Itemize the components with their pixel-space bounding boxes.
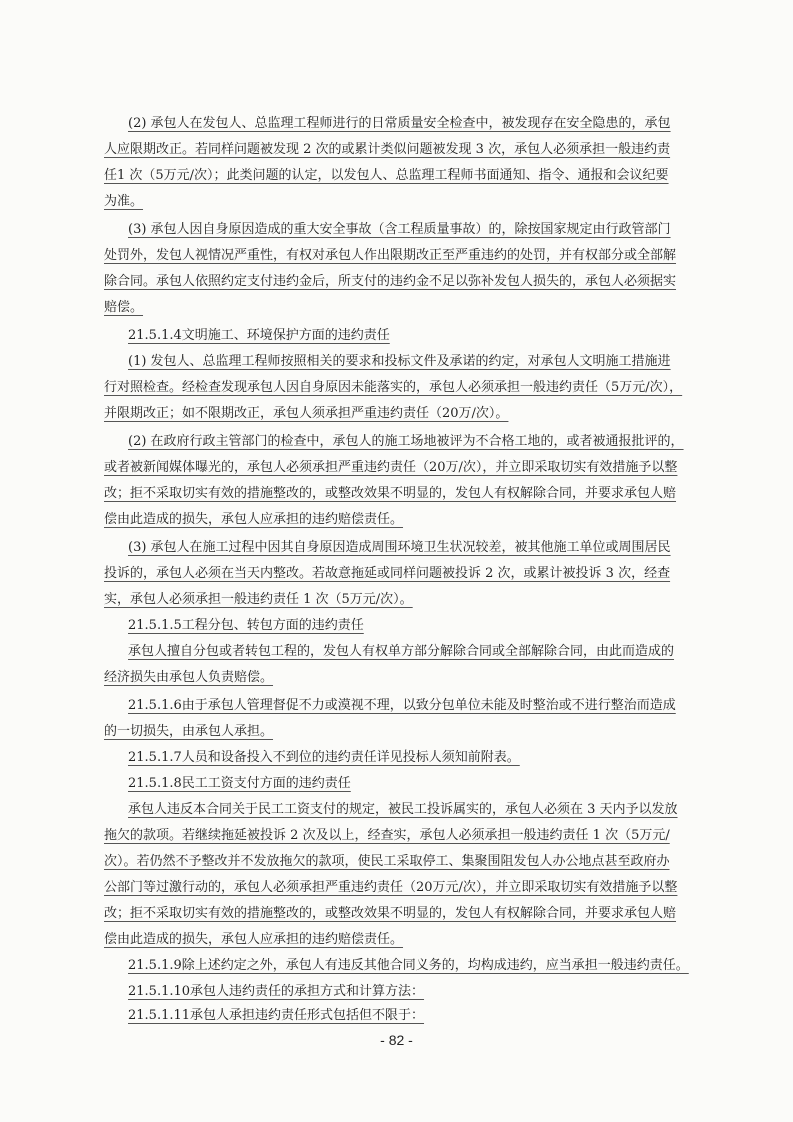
text-line: 或者被新闻媒体曝光的，承包人必须承担严重违约责任（20万/次），并立即采取切实有效措施予以整 [104, 460, 678, 475]
text-line: 改；拒不采取切实有效的措施整改的，或整改效果不明显的，发包人有权解除合同，并要求承包人赔 [104, 906, 677, 921]
text-line: 为准。 [104, 194, 144, 209]
text-line: (3) 承包人在施工过程中因其自身原因造成周围环境卫生状况较差，被其他施工单位或周围居民 [128, 540, 671, 555]
text-line: 任1 次（5万元/次）；此类问题的认定，以发包人、总监理工程师书面通知、指令、通报和会议纪要 [104, 168, 669, 183]
text-line: 经济损失由承包人负责赔偿。 [104, 670, 274, 685]
text-line: 拖欠的款项。若继续拖延被投诉 2 次及以上，经查实，承包人必须承担一般违约责任 1 次（5万元/ [104, 828, 670, 843]
text-line: 人应限期改正。若同样问题被发现 2 次的或累计类似问题被发现 3 次，承包人必须承担一般违约责 [104, 142, 671, 157]
text-line: 偿由此造成的损失，承包人应承担的违约赔偿责任。 [104, 932, 404, 947]
text-line: 21.5.1.8民工工资支付方面的违约责任 [128, 776, 351, 791]
text-line: 21.5.1.9除上述约定之外，承包人有违反其他合同义务的，均构成违约，应当承担一般违约责任。 [128, 958, 689, 973]
text-line: 21.5.1.5工程分包、转包方面的违约责任 [128, 618, 364, 633]
page-number: - 82 - [380, 1032, 413, 1048]
text-line: 赔偿。 [104, 300, 144, 315]
text-line: 21.5.1.10承包人违约责任的承担方式和计算方法： [128, 984, 425, 999]
text-line: 偿由此造成的损失，承包人应承担的违约赔偿责任。 [104, 512, 404, 527]
text-line: 21.5.1.7人员和设备投入不到位的违约责任详见投标人须知前附表。 [128, 750, 520, 765]
text-line: 投诉的，承包人必须在当天内整改。若故意拖延或同样问题被投诉 2 次，或累计被投诉 3 次，经查 [104, 566, 671, 581]
text-line: 21.5.1.6由于承包人管理督促不力或漠视不理，以致分包单位未能及时整治或不进行整治而造成 [128, 698, 676, 713]
text-line: 实，承包人必须承担一般违约责任 1 次（5万元/次）。 [104, 592, 413, 607]
text-line: 公部门等过激行动的，承包人必须承担严重违约责任（20万元/次），并立即采取切实有效措施予以整 [104, 880, 678, 895]
text-line: 21.5.1.4文明施工、环境保护方面的违约责任 [128, 328, 390, 343]
text-line: 处罚外，发包人视情况严重性，有权对承包人作出限期改正至严重违约的处罚，并有权部分或全部解 [104, 248, 677, 263]
text-line: (1) 发包人、总监理工程师按照相关的要求和投标文件及承诺的约定，对承包人文明施工措施进 [128, 354, 671, 369]
text-line: (2) 在政府行政主管部门的检查中，承包人的施工场地被评为不合格工地的，或者被通报批评的， [128, 434, 684, 449]
text-line: 行对照检查。经检查发现承包人因自身原因未能落实的，承包人必须承担一般违约责任（5万元/次）， [104, 380, 683, 395]
text-line: (3) 承包人因自身原因造成的重大安全事故（含工程质量事故）的，除按国家规定由行政管部门 [128, 222, 671, 237]
text-line: 次）。若仍然不予整改并不发放拖欠的款项，使民工采取停工、集聚围阻发包人办公地点甚至政府办 [104, 854, 670, 869]
text-line: 21.5.1.11承包人承担违约责任形式包括但不限于： [128, 1008, 425, 1023]
text-line: 承包人擅自分包或者转包工程的，发包人有权单方部分解除合同或全部解除合同，由此而造成的 [128, 644, 675, 659]
text-line: 并限期改正；如不限期改正，承包人须承担严重违约责任（20万/次）。 [104, 406, 509, 421]
text-line: 承包人违反本合同关于民工工资支付的规定，被民工投诉属实的，承包人必须在 3 天内予以发放 [128, 802, 678, 817]
text-line: (2) 承包人在发包人、总监理工程师进行的日常质量安全检查中，被发现存在安全隐患的，承包 [128, 116, 671, 131]
text-line: 除合同。承包人依照约定支付违约金后，所支付的违约金不足以弥补发包人损失的，承包人必须据实 [104, 274, 677, 289]
text-line: 的一切损失，由承包人承担。 [104, 724, 274, 739]
text-line: 改；拒不采取切实有效的措施整改的，或整改效果不明显的，发包人有权解除合同，并要求承包人赔 [104, 486, 677, 501]
